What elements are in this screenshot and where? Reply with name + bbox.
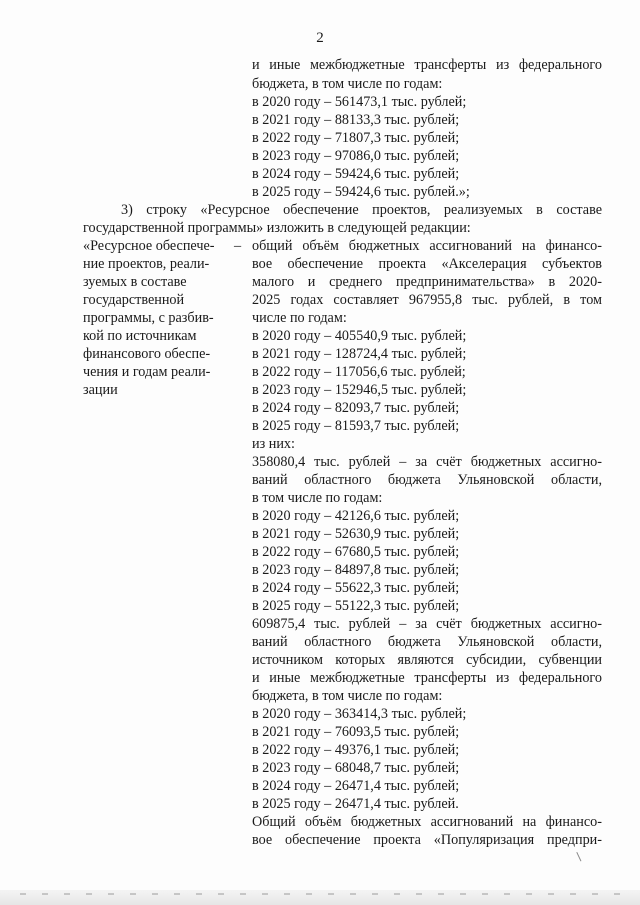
top-block-line: в 2025 году – 59424,6 тыс. рублей.»; (252, 184, 470, 200)
left-label-line: ние проектов, реали- (83, 256, 210, 272)
left-label-line: зуемых в составе (83, 274, 187, 290)
right-block-line: источником которых являются субсидии, субвенции (252, 652, 602, 668)
right-block-line: в 2025 году – 26471,4 тыс. рублей. (252, 796, 459, 812)
right-block-line: вое обеспечение проекта «Акселерация субъектов (252, 256, 602, 272)
item3-line1: 3) строку «Ресурсное обеспечение проектов, реализуемых в составе (121, 202, 602, 218)
right-block-line: малого и среднего предпринимательства» в 2020- (252, 274, 602, 290)
right-block-line: в 2020 году – 405540,9 тыс. рублей; (252, 328, 467, 344)
right-block-line: в 2022 году – 67680,5 тыс. рублей; (252, 544, 460, 560)
left-label-line: финансового обеспе- (83, 346, 211, 362)
right-block-line: 609875,4 тыс. рублей – за счёт бюджетных ассигно- (252, 616, 602, 632)
right-block-line: в 2020 году – 42126,6 тыс. рублей; (252, 508, 460, 524)
right-block-line: общий объём бюджетных ассигнований на финансо- (252, 238, 602, 254)
item3-line2: государственной программы» изложить в следующей редакции: (83, 220, 471, 236)
right-block-line: в 2021 году – 76093,5 тыс. рублей; (252, 724, 460, 740)
top-block-line: в 2021 году – 88133,3 тыс. рублей; (252, 112, 460, 128)
right-block-line: вое обеспечение проекта «Популяризация предпри- (252, 832, 602, 848)
scan-bottom-dots (20, 893, 620, 895)
right-block-line: в 2025 году – 81593,7 тыс. рублей; (252, 418, 460, 434)
top-block-line: в 2022 году – 71807,3 тыс. рублей; (252, 130, 460, 146)
right-block-line: из них: (252, 436, 295, 452)
right-block-line: в 2025 году – 55122,3 тыс. рублей; (252, 598, 460, 614)
right-block-line: в 2023 году – 84897,8 тыс. рублей; (252, 562, 460, 578)
right-block-line: в 2024 году – 26471,4 тыс. рублей; (252, 778, 460, 794)
right-block-line: в 2021 году – 128724,4 тыс. рублей; (252, 346, 467, 362)
right-block-line: Общий объём бюджетных ассигнований на финансо- (252, 814, 602, 830)
page-number: 2 (316, 30, 324, 46)
right-block-line: 2025 годах составляет 967955,8 тыс. рублей, в том (252, 292, 602, 308)
top-block-line: бюджета, в том числе по годам: (252, 76, 443, 92)
right-block-line: ваний областного бюджета Ульяновской области, (252, 634, 602, 650)
right-block-line: в 2023 году – 152946,5 тыс. рублей; (252, 382, 467, 398)
top-block-line: в 2023 году – 97086,0 тыс. рублей; (252, 148, 460, 164)
right-block-line: бюджета, в том числе по годам: (252, 688, 443, 704)
right-block-line: в 2020 году – 363414,3 тыс. рублей; (252, 706, 467, 722)
right-block-line: 358080,4 тыс. рублей – за счёт бюджетных ассигно- (252, 454, 602, 470)
right-block-line: и иные межбюджетные трансферты из федерального (252, 670, 602, 686)
right-block-line: числе по годам: (252, 310, 347, 326)
top-block-line: и иные межбюджетные трансферты из федерального (252, 57, 602, 73)
right-block-line: в 2022 году – 117056,6 тыс. рублей; (252, 364, 466, 380)
right-block-line: в 2024 году – 82093,7 тыс. рублей; (252, 400, 460, 416)
left-label-line: государственной (83, 292, 185, 308)
left-label-line: кой по источникам (83, 328, 197, 344)
right-block-line: ваний областного бюджета Ульяновской области, (252, 472, 602, 488)
left-label-line: «Ресурсное обеспече- (83, 238, 215, 254)
left-label-line: программы, с разбив- (83, 310, 214, 326)
left-label-line: чения и годам реали- (83, 364, 211, 380)
right-block-line: в том числе по годам: (252, 490, 383, 506)
right-block-line: в 2021 году – 52630,9 тыс. рублей; (252, 526, 460, 542)
label-dash: – (234, 238, 242, 254)
left-label-line: зации (83, 382, 118, 398)
scan-artifact-mark (576, 849, 588, 862)
top-block-line: в 2020 году – 561473,1 тыс. рублей; (252, 94, 467, 110)
right-block-line: в 2023 году – 68048,7 тыс. рублей; (252, 760, 460, 776)
right-block-line: в 2024 году – 55622,3 тыс. рублей; (252, 580, 460, 596)
top-block-line: в 2024 году – 59424,6 тыс. рублей; (252, 166, 460, 182)
right-block-line: в 2022 году – 49376,1 тыс. рублей; (252, 742, 460, 758)
